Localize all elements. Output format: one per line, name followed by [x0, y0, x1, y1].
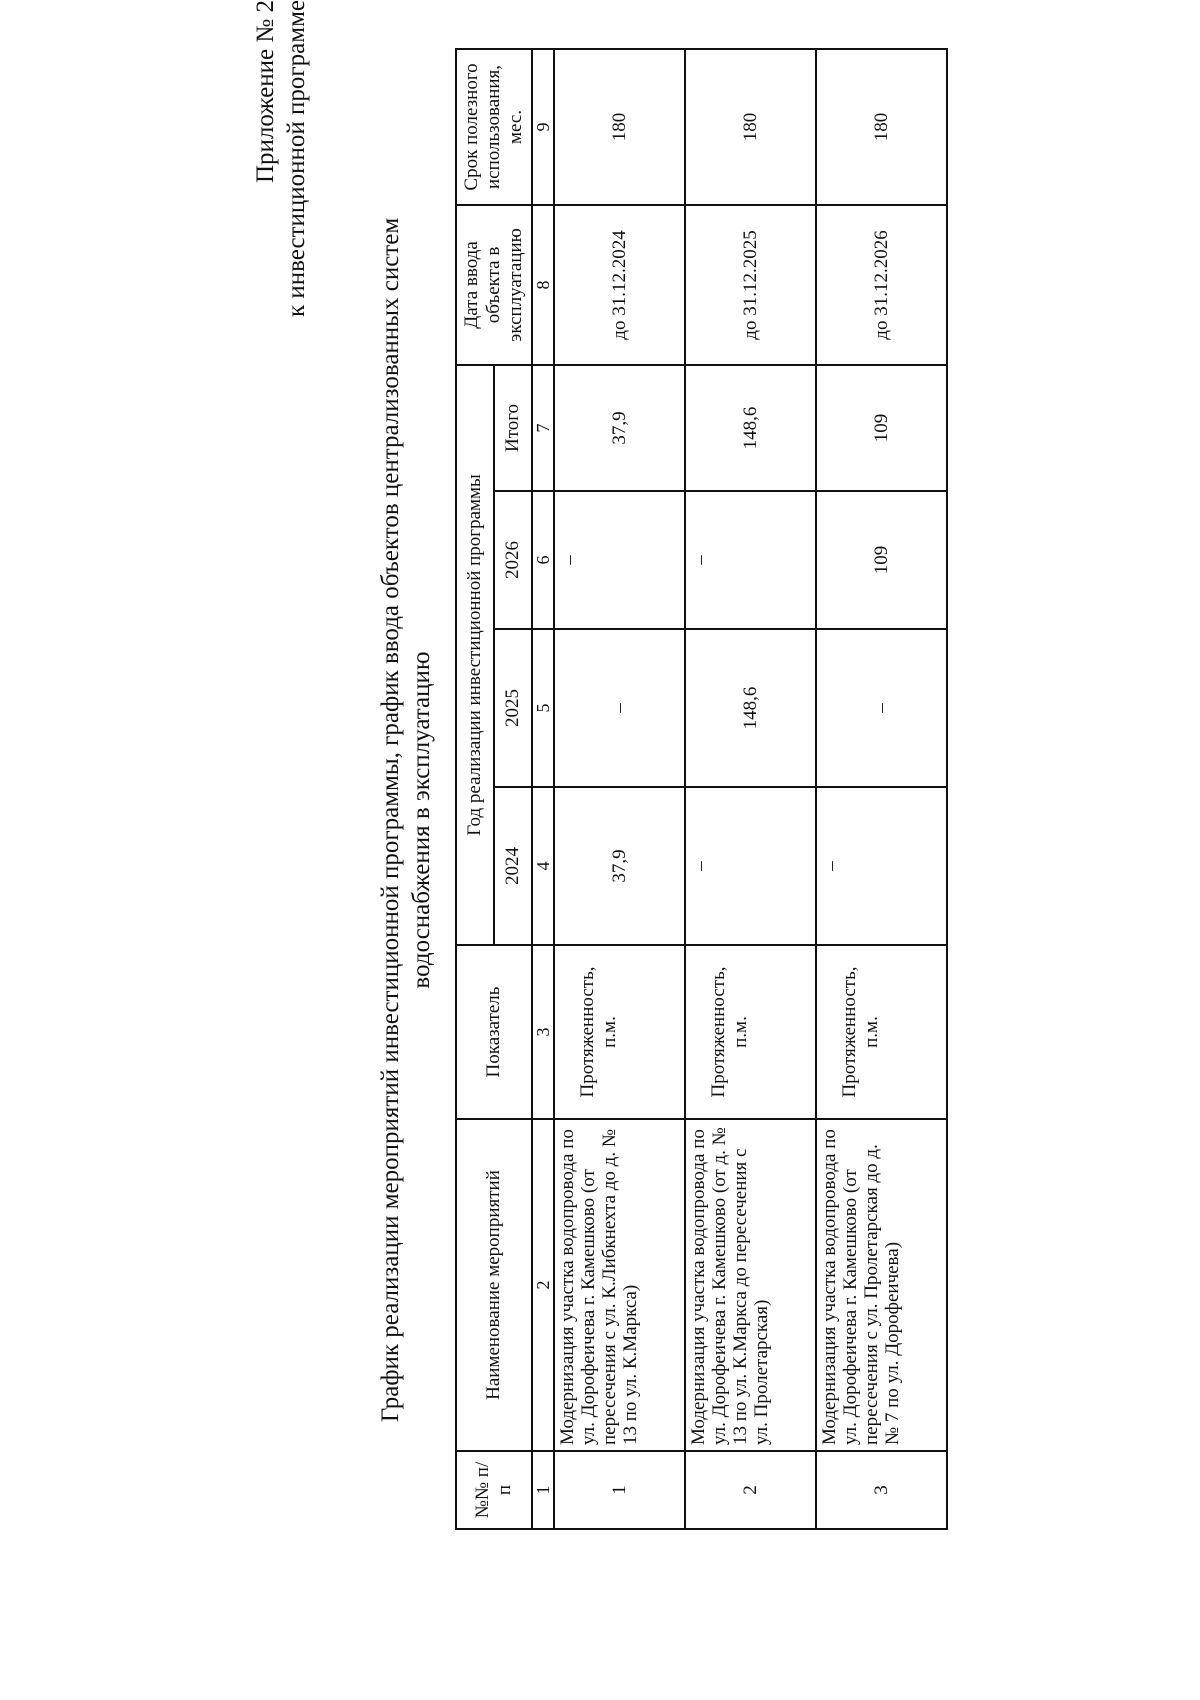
- row-year-2024: –: [685, 787, 816, 945]
- row-name: Модернизация участка водопровода по ул. Дорофеичева г. Камешково (от д. № 13 по ул. К.Маркса до пересечения с ул. Пролетарская): [685, 1119, 816, 1451]
- column-number: 7: [532, 365, 554, 491]
- header-year-group: Год реализации инвестиционной программы: [456, 365, 494, 945]
- header-total: Итого: [494, 365, 532, 491]
- column-number: 6: [532, 491, 554, 629]
- row-date: до 31.12.2026: [816, 205, 947, 365]
- row-year-2025: –: [816, 629, 947, 787]
- column-number: 8: [532, 205, 554, 365]
- header-row: [456, 49, 494, 1529]
- row-name: Модернизация участка водопровода по ул. Дорофеичева г. Камешково (от пересечения с ул. К.Либкнехта до д. № 13 по ул. К.Маркса): [554, 1119, 685, 1451]
- row-date: до 31.12.2025: [685, 205, 816, 365]
- row-total: 109: [816, 365, 947, 491]
- appendix-line-2: к инвестиционной программе: [283, 0, 310, 318]
- row-total: 37,9: [554, 365, 685, 491]
- column-number: 2: [532, 1119, 554, 1451]
- header-date: Дата ввода объекта в эксплуатацию: [456, 205, 532, 365]
- column-number: 5: [532, 629, 554, 787]
- column-number: 4: [532, 787, 554, 945]
- table-row: [816, 49, 947, 1529]
- document-sheet: [250, 0, 970, 1640]
- column-number: 1: [532, 1451, 554, 1529]
- row-total: 148,6: [685, 365, 816, 491]
- row-year-2025: 148,6: [685, 629, 816, 787]
- appendix-heading: [250, 0, 312, 560]
- header-indicator: Показатель: [456, 945, 532, 1119]
- row-indicator: Протяженность, п.м.: [816, 945, 947, 1119]
- row-year-2026: –: [685, 491, 816, 629]
- header-year-2024: 2024: [494, 787, 532, 945]
- header-year-2026: 2026: [494, 491, 532, 629]
- column-number: 3: [532, 945, 554, 1119]
- column-number: 9: [532, 49, 554, 205]
- header-name: Наименование мероприятий: [456, 1119, 532, 1451]
- row-year-2024: –: [816, 787, 947, 945]
- row-year-2025: –: [554, 629, 685, 787]
- header-num: №№ п/п: [456, 1451, 532, 1529]
- row-indicator: Протяженность, п.м.: [554, 945, 685, 1119]
- row-year-2024: 37,9: [554, 787, 685, 945]
- row-term: 180: [554, 49, 685, 205]
- document-title: [375, 0, 437, 1640]
- table-row: [554, 49, 685, 1529]
- row-term: 180: [685, 49, 816, 205]
- appendix-line-1: Приложение № 2: [252, 0, 279, 184]
- row-num: 2: [685, 1451, 816, 1529]
- row-date: до 31.12.2024: [554, 205, 685, 365]
- row-term: 180: [816, 49, 947, 205]
- row-name: Модернизация участка водопровода по ул. Дорофеичева г. Камешково (от пересечения с ул. Пролетарская до д. № 7 по ул. Дорофеичева): [816, 1119, 947, 1451]
- column-number-row: [532, 49, 554, 1529]
- header-year-2025: 2025: [494, 629, 532, 787]
- title-line-1: График реализации мероприятий инвестиционной программы, график ввода объектов централизованных систем: [377, 217, 404, 1423]
- table-row: [685, 49, 816, 1529]
- row-indicator: Протяженность, п.м.: [685, 945, 816, 1119]
- row-year-2026: –: [554, 491, 685, 629]
- row-year-2026: 109: [816, 491, 947, 629]
- row-num: 1: [554, 1451, 685, 1529]
- schedule-table: [455, 48, 948, 1530]
- row-num: 3: [816, 1451, 947, 1529]
- title-line-2: водоснабжения в эксплуатацию: [408, 651, 435, 989]
- header-term: Срок полезного использования, мес.: [456, 49, 532, 205]
